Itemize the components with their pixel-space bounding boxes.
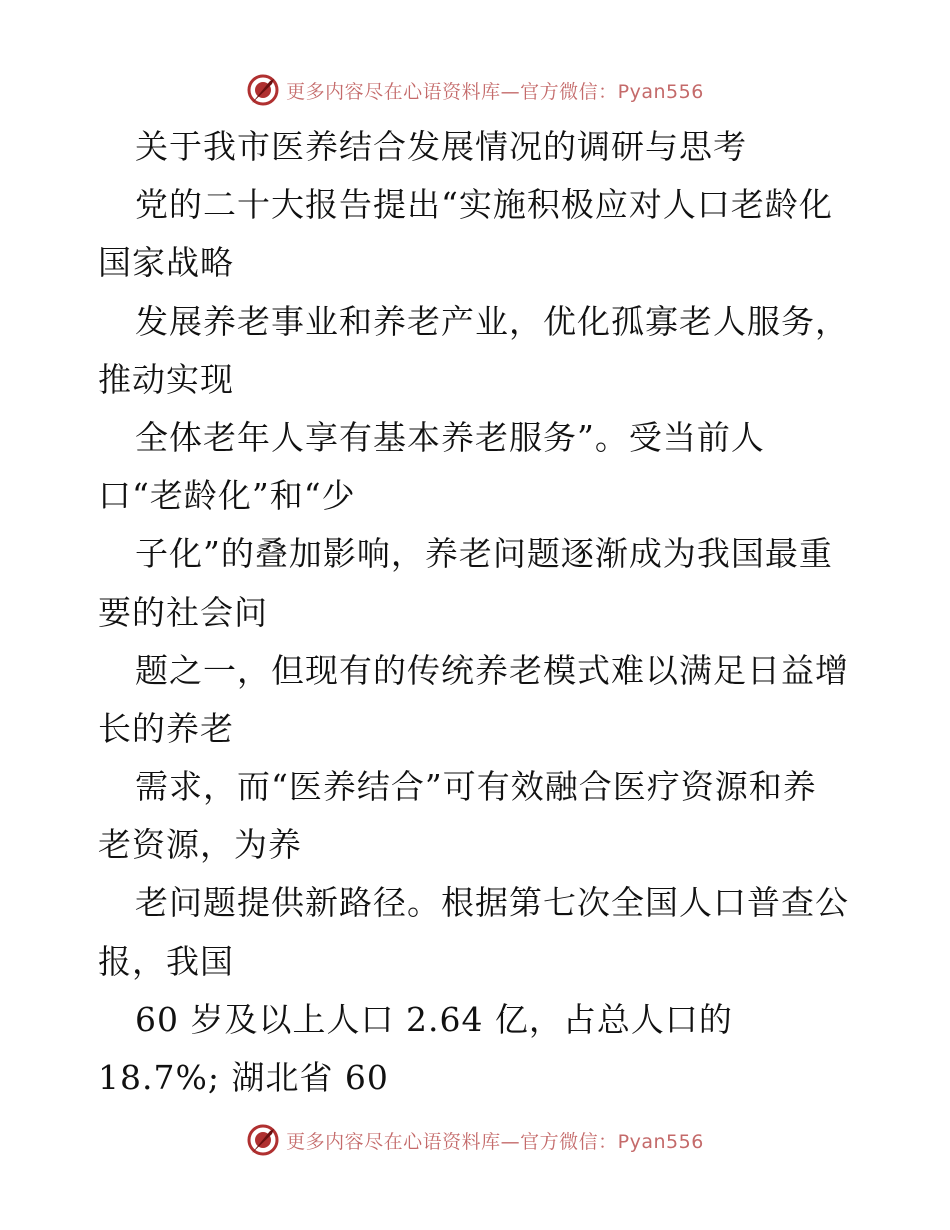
text-line: 报，我国: [98, 941, 234, 981]
quill-circle-logo-icon: [246, 1123, 280, 1157]
text-line: 全体老年人享有基本养老服务”。受当前人: [135, 417, 765, 457]
watermark-text: 更多内容尽在心语资料库—官方微信：Pyan556: [286, 1130, 704, 1153]
text-line: 需求，而“医养结合”可有效融合医疗资源和养: [135, 767, 817, 807]
footer-watermark: [0, 1120, 950, 1160]
watermark-text: 更多内容尽在心语资料库—官方微信：Pyan556: [286, 80, 704, 103]
text-line: 子化”的叠加影响，养老问题逐渐成为我国最重: [135, 534, 833, 574]
text-line: 60 岁及以上人口 2.64 亿，占总人口的: [135, 999, 733, 1039]
document-body: [98, 118, 868, 1107]
text-line: 口“老龄化”和“少: [98, 476, 356, 516]
text-line: 长的养老: [98, 708, 234, 748]
text-line: 发展养老事业和养老产业，优化孤寡老人服务，: [135, 301, 849, 341]
text-line: 要的社会问: [98, 592, 268, 632]
text-line: 国家战略: [98, 243, 234, 283]
header-watermark: [0, 70, 950, 110]
text-line: 党的二十大报告提出“实施积极应对人口老龄化: [135, 185, 833, 225]
text-line: 老资源，为养: [98, 825, 302, 865]
text-line: 题之一，但现有的传统养老模式难以满足日益增: [135, 650, 849, 690]
text-line: 推动实现: [98, 359, 234, 399]
quill-circle-logo-icon: [246, 73, 280, 107]
text-line: 18.7%; 湖北省 60: [98, 1058, 389, 1097]
document-title: 关于我市医养结合发展情况的调研与思考: [135, 127, 747, 166]
text-line: 老问题提供新路径。根据第七次全国人口普查公: [135, 883, 849, 923]
